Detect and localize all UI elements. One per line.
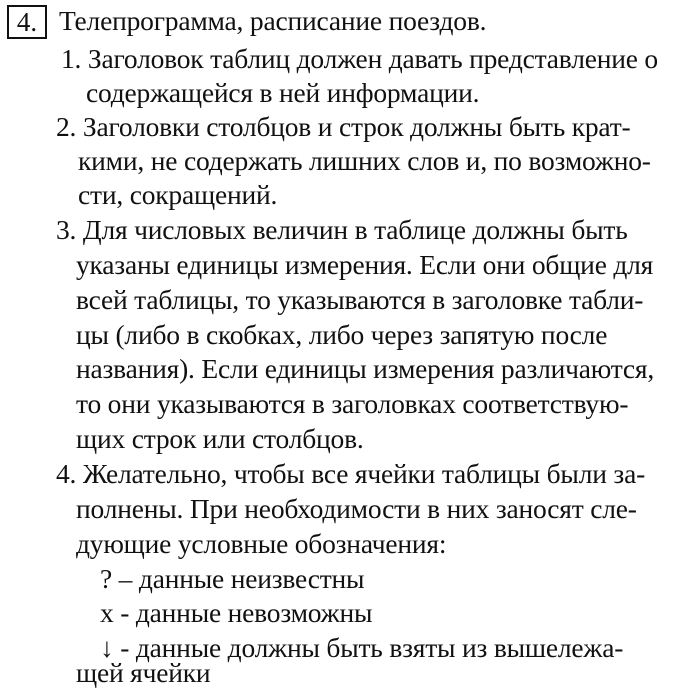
item-3-line-6: то они указываются в заголовках соответствую- [76, 388, 629, 419]
notation-from-above-line-2: щей ячейки [76, 657, 211, 688]
item-1-line-1: 1. Заголовок таблиц должен давать представление о [61, 43, 658, 74]
item-3-line-2: указаны единицы измерения. Если они общие для [76, 249, 654, 280]
notation-from-above-line-1: ↓ - данные должны быть взяты из вышележа- [100, 632, 624, 663]
task-number-box: 4. [7, 5, 47, 39]
item-3-line-7: щих строк или столбцов. [76, 423, 364, 454]
item-4-line-3: дующие условные обозначения: [76, 528, 447, 559]
item-3-line-5: названия). Если единицы измерения различаются, [76, 353, 655, 384]
item-3-line-3: всей таблицы, то указываются в заголовке табли- [76, 284, 644, 315]
item-1-line-2: содержащейся в ней информации. [86, 77, 480, 108]
item-3-line-1: 3. Для числовых величин в таблице должны быть [56, 214, 628, 245]
item-2-line-2: кими, не содержать лишних слов и, по возможно- [78, 145, 651, 176]
notation-unknown: ? – данные неизвестны [100, 563, 365, 594]
task-title: Телепрограмма, расписание поездов. [59, 5, 487, 36]
item-2-line-1: 2. Заголовки столбцов и строк должны быть крат- [56, 111, 631, 142]
item-3-line-4: цы (либо в скобках, либо через запятую после [76, 319, 608, 350]
item-4-line-2: полнены. При необходимости в них заносят сле- [76, 493, 637, 524]
item-4-line-1: 4. Желательно, чтобы все ячейки таблицы были за- [56, 458, 646, 489]
item-2-line-3: сти, сокращений. [78, 179, 278, 210]
notation-impossible: x - данные невозможны [100, 597, 373, 628]
